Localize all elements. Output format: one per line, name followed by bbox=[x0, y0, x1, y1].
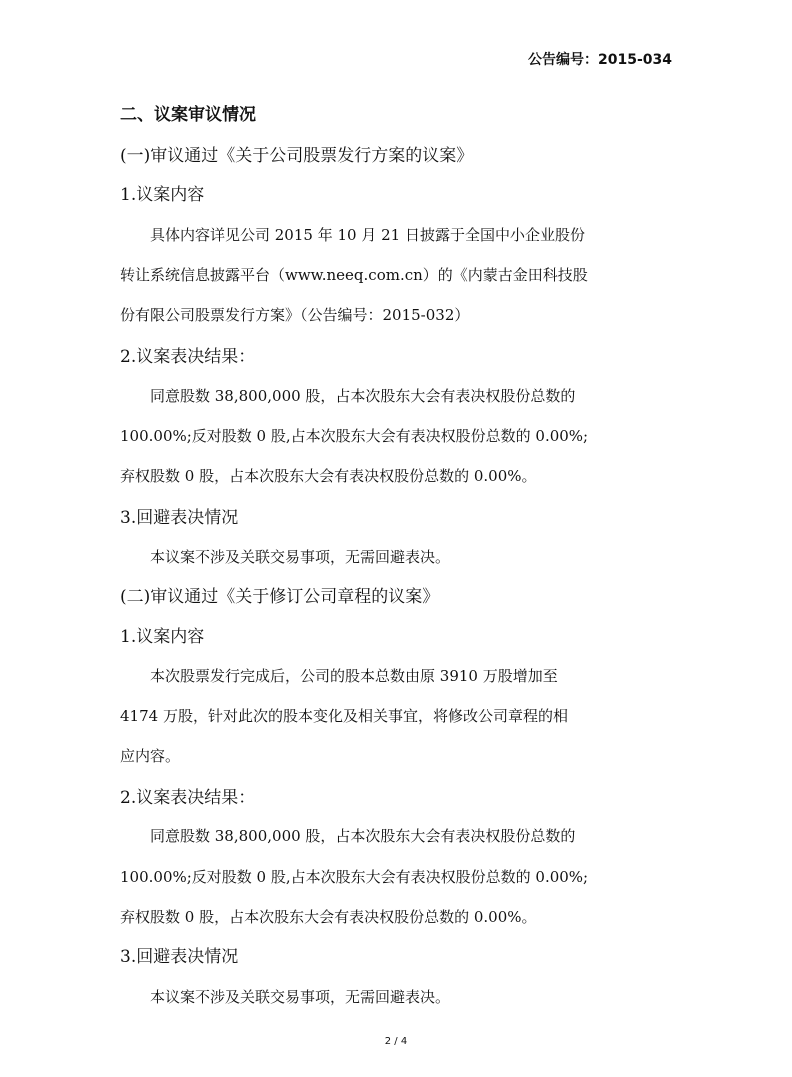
motion1-content-line-3: 份有限公司股票发行方案》（公告编号：2015-032） bbox=[120, 306, 470, 324]
motion1-heading: (一)审议通过《关于公司股票发行方案的议案》 bbox=[120, 146, 474, 166]
motion2-content-line-3: 应内容。 bbox=[120, 747, 181, 765]
motion2-result-line-2: 100.00%;反对股数 0 股,占本次股东大会有表决权股份总数的 0.00%; bbox=[120, 868, 589, 886]
motion1-result-line-2: 100.00%;反对股数 0 股,占本次股东大会有表决权股份总数的 0.00%; bbox=[120, 427, 589, 445]
motion2-heading: (二)审议通过《关于修订公司章程的议案》 bbox=[120, 587, 440, 607]
motion1-result-heading: 2.议案表决结果： bbox=[120, 347, 256, 367]
motion1-avoid-text: 本议案不涉及关联交易事项，无需回避表决。 bbox=[150, 548, 451, 566]
motion2-result-line-3: 弃权股数 0 股，占本次股东大会有表决权股份总数的 0.00%。 bbox=[120, 908, 537, 926]
page-number: 2 / 4 bbox=[384, 1036, 408, 1047]
notice-number: 公告编号：2015-034 bbox=[528, 52, 672, 68]
motion2-result-heading: 2.议案表决结果： bbox=[120, 788, 256, 808]
section-title: 二、议案审议情况 bbox=[120, 105, 256, 125]
motion2-content-heading: 1.议案内容 bbox=[120, 627, 205, 647]
motion1-result-line-3: 弃权股数 0 股，占本次股东大会有表决权股份总数的 0.00%。 bbox=[120, 467, 537, 485]
motion2-avoid-heading: 3.回避表决情况 bbox=[120, 947, 239, 967]
motion1-result-line-1: 同意股数 38,800,000 股，占本次股东大会有表决权股份总数的 bbox=[150, 387, 576, 405]
motion1-avoid-heading: 3.回避表决情况 bbox=[120, 508, 239, 528]
motion2-avoid-text: 本议案不涉及关联交易事项，无需回避表决。 bbox=[150, 988, 451, 1006]
motion1-content-line-1: 具体内容详见公司 2015 年 10 月 21 日披露于全国中小企业股份 bbox=[150, 226, 585, 244]
motion2-result-line-1: 同意股数 38,800,000 股，占本次股东大会有表决权股份总数的 bbox=[150, 827, 576, 845]
motion1-content-heading: 1.议案内容 bbox=[120, 185, 205, 205]
motion2-content-line-2: 4174 万股，针对此次的股本变化及相关事宜，将修改公司章程的相 bbox=[120, 707, 568, 725]
motion2-content-line-1: 本次股票发行完成后，公司的股本总数由原 3910 万股增加至 bbox=[150, 667, 558, 685]
motion1-content-line-2: 转让系统信息披露平台（www.neeq.com.cn）的《内蒙古金田科技股 bbox=[120, 266, 588, 284]
